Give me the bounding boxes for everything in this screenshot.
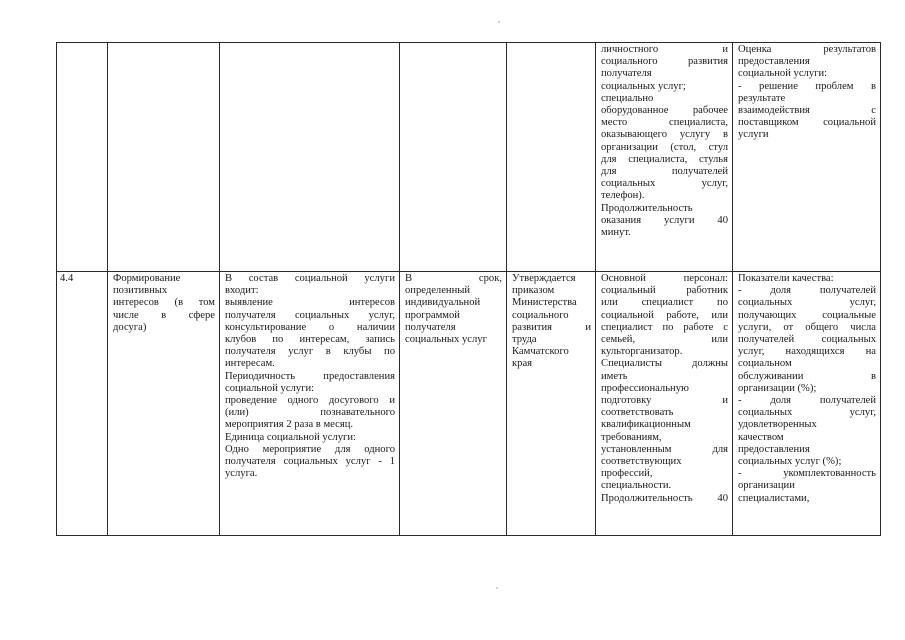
text-line: специалист по работе с	[601, 321, 728, 333]
cell-tariff	[507, 272, 596, 536]
text-line: требованиям,	[601, 431, 662, 443]
text-line: услуги	[738, 129, 769, 141]
text-line: социальных услуг	[405, 334, 487, 346]
text-line: развития и	[512, 321, 591, 333]
text-line: досуга)	[113, 321, 147, 333]
text-line: специальности.	[601, 480, 672, 492]
text-line: социальной услуги:	[738, 68, 828, 80]
cell-quality	[733, 43, 881, 272]
text-line: получателя	[601, 68, 652, 80]
cell-description	[220, 272, 400, 536]
text-line: оказывающего услугу в	[601, 129, 728, 141]
text-line: предоставления	[738, 56, 810, 68]
text-line: - укомплектованность	[738, 468, 876, 480]
text-line: социального развития	[601, 56, 728, 68]
text-line: оказания услуги 40	[601, 214, 728, 226]
text-line: Единица социальной услуги:	[225, 431, 356, 443]
text-line: оборудованное рабочее	[601, 105, 728, 117]
cell-term-empty	[400, 43, 507, 272]
text-line: установленным для	[601, 443, 728, 455]
text-line: для получателей	[601, 166, 728, 178]
text-line: входит:	[225, 285, 259, 297]
text-line: интересам.	[225, 358, 275, 370]
text-line: позитивных	[113, 285, 168, 297]
text-line: социальной работе, или	[601, 309, 728, 321]
cell-number	[57, 272, 108, 536]
text-line: социальный работник	[601, 285, 728, 297]
text-line: или специалист по	[601, 297, 728, 309]
cell-description-empty	[220, 43, 400, 272]
text-line: профессий,	[601, 468, 653, 480]
cell-personnel	[596, 272, 733, 536]
cell-name-empty	[108, 43, 220, 272]
text-line: программой	[405, 309, 460, 321]
cell-term	[400, 272, 507, 536]
text-line: получателей социальных	[738, 334, 876, 346]
text-line: услуга.	[225, 468, 258, 480]
text-line: организации	[738, 480, 795, 492]
scan-speck	[498, 21, 500, 23]
text-line: социальной услуги:	[225, 382, 315, 394]
text-line: Одно мероприятие для одного	[225, 443, 395, 455]
text-line: подготовку и	[601, 395, 728, 407]
text-line: индивидуальной	[405, 297, 481, 309]
text-line: социальном	[738, 358, 792, 370]
text-line: социального	[512, 309, 569, 321]
text-line: качеством	[738, 431, 784, 443]
text-line: края	[512, 358, 533, 370]
text-line: В срок,	[405, 273, 502, 284]
text-line: социальных услуг;	[601, 80, 686, 92]
text-line: специалистами,	[738, 492, 810, 504]
text-line: соответствующих	[601, 456, 682, 468]
cell-tariff-empty	[507, 43, 596, 272]
text-line: социальных услуг,	[601, 178, 728, 190]
text-line: В состав социальной услуги	[225, 273, 395, 284]
text-line: труда	[512, 334, 537, 346]
text-line: Министерства	[512, 297, 577, 309]
text-line: Продолжительность	[601, 202, 693, 214]
text-line: Утверждается	[512, 273, 576, 284]
text-line: Формирование	[113, 273, 181, 284]
services-table	[56, 42, 881, 536]
text-line: услуг, находящихся на	[738, 346, 876, 358]
text-line: социальных услуг (%);	[738, 456, 842, 468]
service-number: 4.4	[60, 273, 74, 284]
text-line: (или) познавательного	[225, 407, 395, 419]
cell-quality	[733, 272, 881, 536]
text-line: соответствовать	[601, 407, 674, 419]
text-line: определенный	[405, 285, 471, 297]
table-row-continuation	[57, 43, 881, 272]
text-line: - доля получателей	[738, 285, 876, 297]
cell-name	[108, 272, 220, 536]
text-line: выявление интересов	[225, 297, 395, 309]
text-line: взаимодействия с	[738, 105, 876, 117]
text-line: минут.	[601, 227, 631, 239]
text-line: личностного и	[601, 44, 728, 55]
text-line: результате	[738, 92, 786, 104]
text-line: организации (%);	[738, 382, 817, 394]
cell-number-empty	[57, 43, 108, 272]
text-line: услуги, от общего числа	[738, 321, 876, 333]
text-line: предоставления	[738, 443, 810, 455]
text-line: обслуживании в	[738, 370, 876, 382]
text-line: получающих социальные	[738, 309, 876, 321]
text-line: числе в сфере	[113, 309, 215, 321]
text-line: получателя	[405, 321, 456, 333]
text-line: - доля получателей	[738, 395, 876, 407]
table-row-4-4	[57, 272, 881, 536]
text-line: получателя услуг в клубы по	[225, 346, 395, 358]
text-line: культорганизатор.	[601, 346, 683, 358]
text-line: - решение проблем в	[738, 80, 876, 92]
text-line: для специалиста, стулья	[601, 153, 728, 165]
text-line: интересов (в том	[113, 297, 215, 309]
text-line: Периодичность предоставления	[225, 370, 395, 382]
text-line: Продолжительность 40	[601, 492, 728, 504]
text-line: Показатели качества:	[738, 273, 834, 284]
text-line: Основной персонал:	[601, 273, 728, 284]
text-line: Камчатского	[512, 346, 569, 358]
scan-speck	[496, 587, 498, 589]
text-line: удовлетворенных	[738, 419, 817, 431]
text-line: специально	[601, 92, 654, 104]
text-line: консультирование о наличии	[225, 321, 395, 333]
text-line: мероприятия 2 раза в месяц.	[225, 419, 354, 431]
text-line: Оценка результатов	[738, 44, 876, 55]
text-line: получателя социальных услуг - 1	[225, 456, 395, 468]
text-line: место специалиста,	[601, 117, 728, 129]
text-line: иметь	[601, 370, 628, 382]
text-line: квалификационным	[601, 419, 691, 431]
text-line: поставщиком социальной	[738, 117, 876, 129]
text-line: социальных услуг,	[738, 407, 876, 419]
cell-personnel	[596, 43, 733, 272]
text-line: клубов по интересам, запись	[225, 334, 395, 346]
text-line: приказом	[512, 285, 555, 297]
text-line: профессиональную	[601, 382, 689, 394]
text-line: Специалисты должны	[601, 358, 728, 370]
text-line: социальных услуг,	[738, 297, 876, 309]
text-line: телефон).	[601, 190, 645, 202]
text-line: семьей, или	[601, 334, 728, 346]
text-line: проведение одного досугового и	[225, 395, 395, 407]
text-line: организации (стол, стул	[601, 141, 728, 153]
text-line: получателя социальных услуг,	[225, 309, 395, 321]
